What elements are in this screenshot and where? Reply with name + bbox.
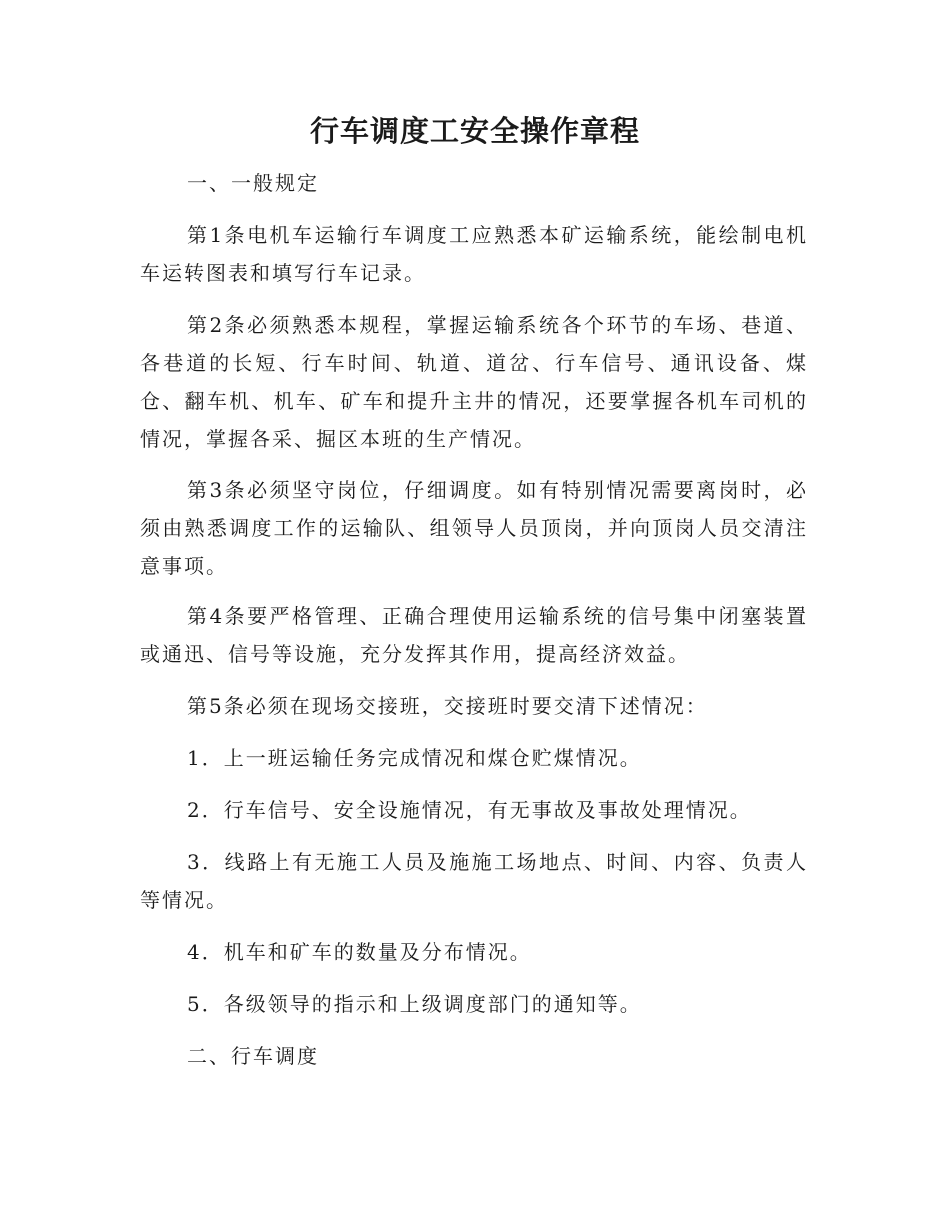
article-2-paragraph: 第2条必须熟悉本规程，掌握运输系统各个环节的车场、巷道、各巷道的长短、行车时间、轨道、道岔、行车信号、通讯设备、煤仓、翻车机、机车、矿车和提升主井的情况，还要掌握各机车司机的情况，掌握各采、掘区本班的生产情况。 <box>140 313 808 451</box>
section-heading-general: 一、一般规定 <box>187 171 319 195</box>
list-item-4: 4．机车和矿车的数量及分布情况。 <box>187 940 532 964</box>
list-item-3: 3．线路上有无施工人员及施施工场地点、时间、内容、负责人等情况。 <box>140 850 808 912</box>
article-1-paragraph: 第1条电机车运输行车调度工应熟悉本矿运输系统，能绘制电机车运转图表和填写行车记录。 <box>140 223 808 285</box>
document-title: 行车调度工安全操作章程 <box>309 114 640 148</box>
list-item-5: 5．各级领导的指示和上级调度部门的通知等。 <box>187 992 642 1016</box>
article-3-paragraph: 第3条必须坚守岗位，仔细调度。如有特别情况需要离岗时，必须由熟悉调度工作的运输队、组领导人员顶岗，并向顶岗人员交清注意事项。 <box>140 478 808 578</box>
article-4-paragraph: 第4条要严格管理、正确合理使用运输系统的信号集中闭塞装置或通迅、信号等设施，充分发挥其作用，提高经济效益。 <box>140 604 808 666</box>
article-5-paragraph: 第5条必须在现场交接班，交接班时要交清下述情况： <box>187 694 708 718</box>
list-item-2: 2．行车信号、安全设施情况，有无事故及事故处理情况。 <box>187 798 752 822</box>
section-heading-dispatch: 二、行车调度 <box>187 1044 319 1068</box>
list-item-1: 1．上一班运输任务完成情况和煤仓贮煤情况。 <box>187 746 642 770</box>
